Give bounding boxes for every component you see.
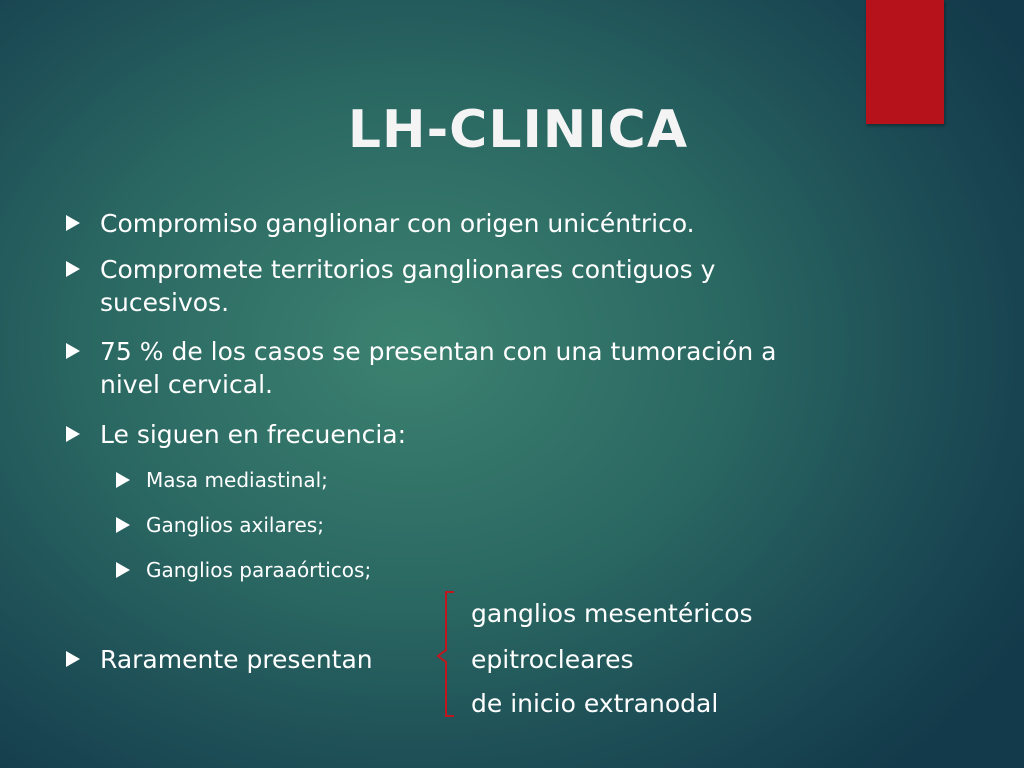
bullet-text-continued: nivel cervical.	[100, 370, 273, 399]
arrow-bullet-icon	[66, 426, 80, 442]
arrow-bullet-icon	[66, 261, 80, 277]
left-brace	[436, 590, 456, 718]
arrow-bullet-icon	[116, 517, 130, 533]
bullet-text: Le siguen en frecuencia:	[100, 420, 407, 449]
bullet-text: Raramente presentan	[100, 645, 373, 674]
bullet-text: Compromete territorios ganglionares contiguos y	[100, 255, 716, 284]
arrow-bullet-icon	[66, 651, 80, 667]
sub-bullet-text: Ganglios paraaórticos;	[146, 558, 372, 582]
option-text-1: ganglios mesentéricos	[471, 599, 753, 628]
arrow-bullet-icon	[116, 562, 130, 578]
sub-bullet-text: Masa mediastinal;	[146, 468, 328, 492]
arrow-bullet-icon	[116, 472, 130, 488]
arrow-bullet-icon	[66, 215, 80, 231]
sub-bullet-text: Ganglios axilares;	[146, 513, 324, 537]
bullet-text: Compromiso ganglionar con origen unicéntrico.	[100, 209, 695, 238]
option-text-3: de inicio extranodal	[471, 689, 719, 718]
option-text-2: epitrocleares	[471, 645, 634, 674]
bullet-text-continued: sucesivos.	[100, 288, 230, 317]
slide-title: LH-CLINICA	[347, 100, 689, 160]
bullet-text: 75 % de los casos se presentan con una tumoración a	[100, 337, 777, 366]
arrow-bullet-icon	[66, 343, 80, 359]
